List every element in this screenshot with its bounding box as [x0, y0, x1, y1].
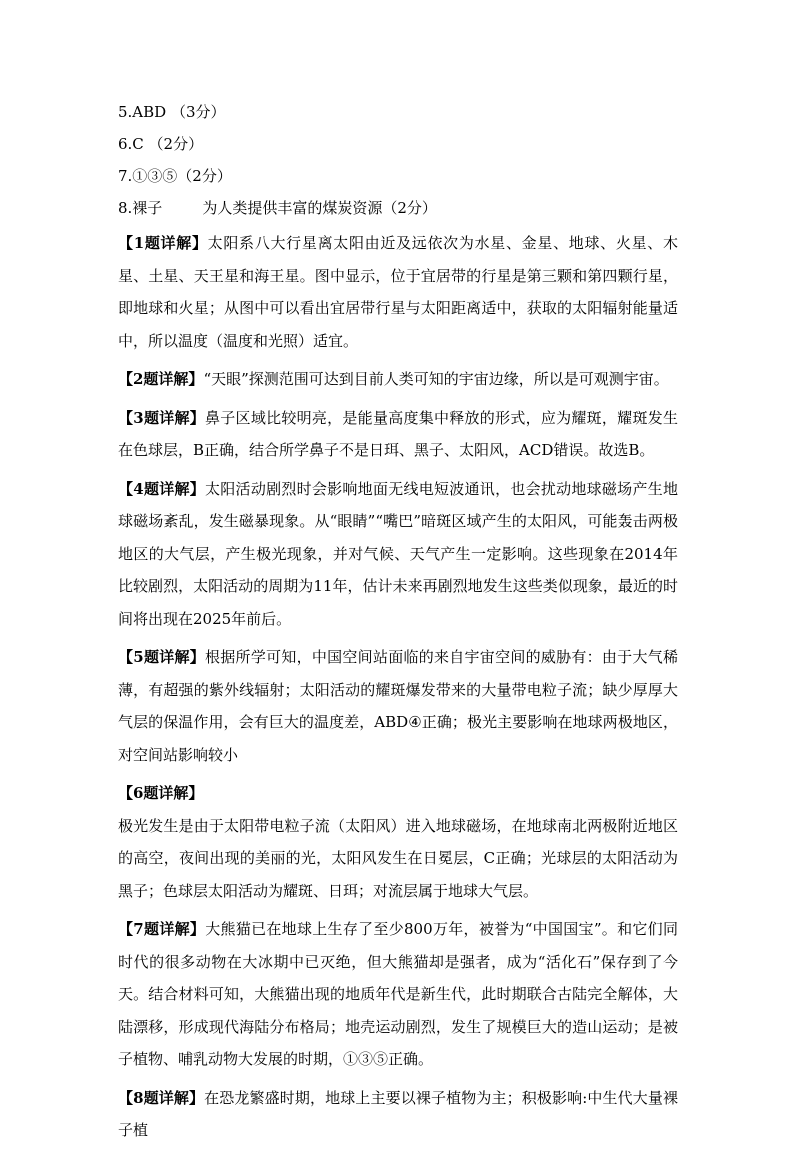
answer-8-part-b: 为人类提供丰富的煤炭资源（2分） — [202, 199, 437, 217]
explanation-label: 【4题详解】 — [118, 479, 206, 498]
explanation-body: 极光发生是由于太阳带电粒子流（太阳风）进入地球磁场，在地球南北两极附近地区的高空，夜间出现的美丽的光，太阳风发生在日冕层，C正确；光球层的太阳活动为黑子；色球层太阳活动为耀斑、日珥；对流层属于地球大气层。 — [118, 816, 678, 900]
explanation-label: 【3题详解】 — [118, 408, 206, 427]
answer-content — [118, 99, 678, 1153]
answer-7: 7.①③⑤（2分） — [118, 167, 232, 185]
explanation-1 — [118, 227, 678, 357]
explanation-4 — [118, 473, 678, 636]
explanation-body: “天眼”探测范围可达到目前人类可知的宇宙边缘，所以是可观测宇宙。 — [203, 370, 669, 388]
explanation-label: 【5题详解】 — [118, 648, 206, 666]
explanation-body: 鼻子区域比较明亮，是能量高度集中释放的形式，应为耀斑，耀斑发生在色球层，B正确，结合所学鼻子不是日珥、黑子、太阳风，ACD错误。故选B。 — [118, 408, 678, 459]
answer-8 — [118, 195, 678, 221]
explanation-label: 【8题详解】 — [118, 1088, 205, 1107]
explanation-6 — [118, 777, 678, 907]
explanation-body: 太阳系八大行星离太阳由近及远依次为水星、金星、地球、火星、木星、土星、天王星和海王星。图中显示，位于宜居带的行星是第三颗和第四颗行星，即地球和火星；从图中可以看出宜居带行星与太阳距离适中，获取的太阳辐射能量适中，所以温度（温度和光照）适宜。 — [118, 234, 678, 350]
explanation-5 — [118, 641, 678, 771]
explanation-body: 大熊猫已在地球上生存了至少800万年，被誉为“中国国宝”。和它们同时代的很多动物在大冰期中已灭绝，但大熊猫却是强者，成为“活化石”保存到了今天。结合材料可知，大熊猫出现的地质年代是新生代，此时期联合古陆完全解体，大陆漂移，形成现代海陆分布格局；地壳运动剧烈，发生了规模巨大的造山运动；是被子植物、哺乳动物大发展的时期，①③⑤正确。 — [118, 920, 678, 1068]
explanation-label: 【6题详解】 — [118, 784, 204, 802]
answer-6: 6.C （2分） — [118, 135, 204, 153]
answer-5: 5.ABD （3分） — [118, 103, 226, 121]
explanation-3 — [118, 402, 678, 467]
answer-8-part-a: 8.裸子 — [118, 199, 163, 217]
explanation-label: 【7题详解】 — [118, 920, 206, 938]
explanation-2 — [118, 363, 678, 396]
explanation-body: 根据所学可知，中国空间站面临的来自宇宙空间的威胁有：由于大气稀薄，有超强的紫外线辐射；太阳活动的耀斑爆发带来的大量带电粒子流；缺少厚厚大气层的保温作用，会有巨大的温度差，ABD④正确；极光主要影响在地球两极地区，对空间站影响较小 — [118, 648, 678, 764]
explanation-label: 【2题详解】 — [118, 370, 204, 388]
explanation-body: 太阳活动剧烈时会影响地面无线电短波通讯，也会扰动地球磁场产生地球磁场紊乱，发生磁暴现象。从“眼睛”“嘴巴”暗斑区域产生的太阳风，可能轰击两极地区的大气层，产生极光现象，并对气候、天气产生一定影响。这些现象在2014年比较剧烈，太阳活动的周期为11年，估计未来再剧烈地发生这些类似现象，最近的时间将出现在2025年前后。 — [118, 479, 678, 628]
explanation-label: 【1题详解】 — [118, 234, 208, 252]
explanation-7 — [118, 913, 678, 1076]
explanation-8 — [118, 1082, 678, 1147]
explanation-body: 在恐龙繁盛时期，地球上主要以裸子植物为主；积极影响:中生代大量裸子植 — [118, 1088, 678, 1139]
